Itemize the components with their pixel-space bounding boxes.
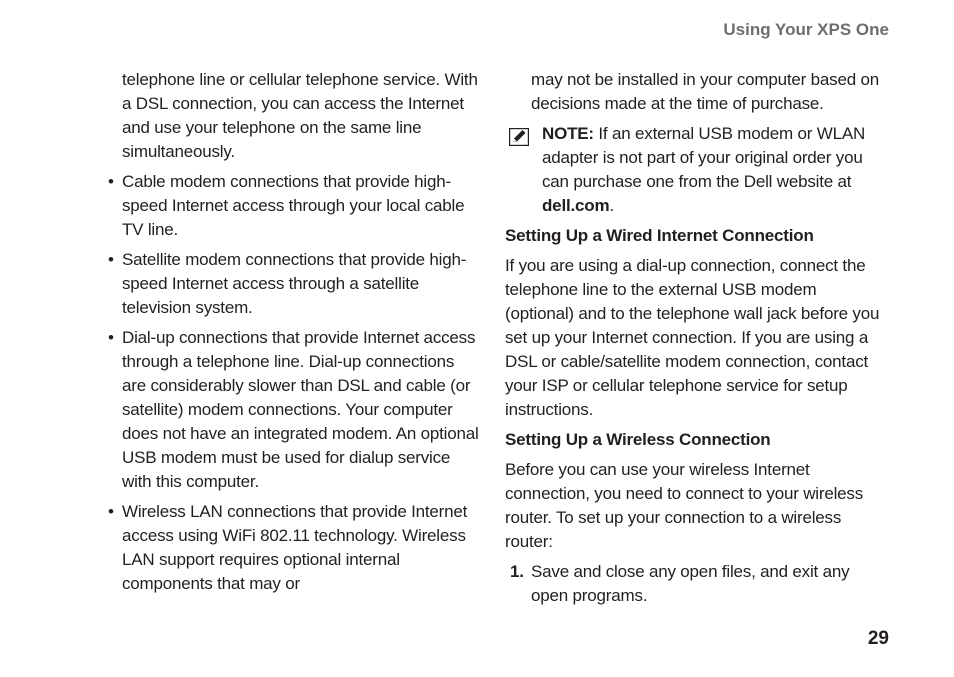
- list-item: [108, 500, 480, 596]
- note-label: NOTE:: [542, 124, 594, 143]
- bullet-mark: •: [108, 502, 114, 521]
- list-item-text: Wireless LAN connections that provide Internet access using WiFi 802.11 technology. Wireless LAN support requires optional internal components that may or: [122, 502, 468, 593]
- wireless-paragraph: Before you can use your wireless Internet connection, you need to connect to your wireless router. To set up your connection to a wireless router:: [505, 460, 864, 551]
- wired-paragraph: If you are using a dial-up connection, connect the telephone line to the external USB modem (optional) and to the telephone wall jack before you set up your Internet connection. If you are using a DSL or cable/satellite modem connection, contact your ISP or cellular telephone service for setup instructions.: [505, 256, 880, 419]
- wired-heading: Setting Up a Wired Internet Connection: [505, 226, 814, 245]
- left-column: [108, 68, 480, 602]
- note-pencil-icon: [509, 128, 529, 146]
- list-item-text: Satellite modem connections that provide high-speed Internet access through a satellite television system.: [122, 250, 467, 317]
- list-item: [108, 248, 480, 320]
- continuation-paragraph: may not be installed in your computer based on decisions made at the time of purchase.: [531, 70, 880, 113]
- note-end: .: [609, 196, 614, 215]
- step-text: Save and close any open files, and exit any open programs.: [531, 562, 850, 605]
- running-header: Using Your XPS One: [723, 20, 889, 39]
- list-item: [108, 170, 480, 242]
- note-text: If an external USB modem or WLAN adapter is not part of your original order you can purchase one from the Dell website at: [542, 124, 866, 191]
- list-item-text: Dial-up connections that provide Internet access through a telephone line. Dial-up connections are considerably slower than DSL and cable (or satellite) modem connections. Your computer does not have an integrated modem. An optional USB modem must be used for dialup service with this computer.: [122, 328, 479, 491]
- list-item: [505, 560, 883, 608]
- list-item: [108, 326, 480, 494]
- bullet-mark: •: [108, 172, 114, 191]
- wireless-heading: Setting Up a Wireless Connection: [505, 430, 771, 449]
- step-number: 1.: [510, 562, 524, 581]
- intro-paragraph: telephone line or cellular telephone service. With a DSL connection, you can access the Internet and use your telephone on the same line simultaneously.: [122, 70, 478, 161]
- bullet-mark: •: [108, 250, 114, 269]
- note-block: [505, 122, 883, 218]
- bullet-mark: •: [108, 328, 114, 347]
- dell-website-link[interactable]: dell.com: [542, 196, 610, 215]
- right-column: [505, 68, 883, 608]
- page-number: 29: [867, 628, 889, 649]
- list-item-text: Cable modem connections that provide high-speed Internet access through your local cable TV line.: [122, 172, 465, 239]
